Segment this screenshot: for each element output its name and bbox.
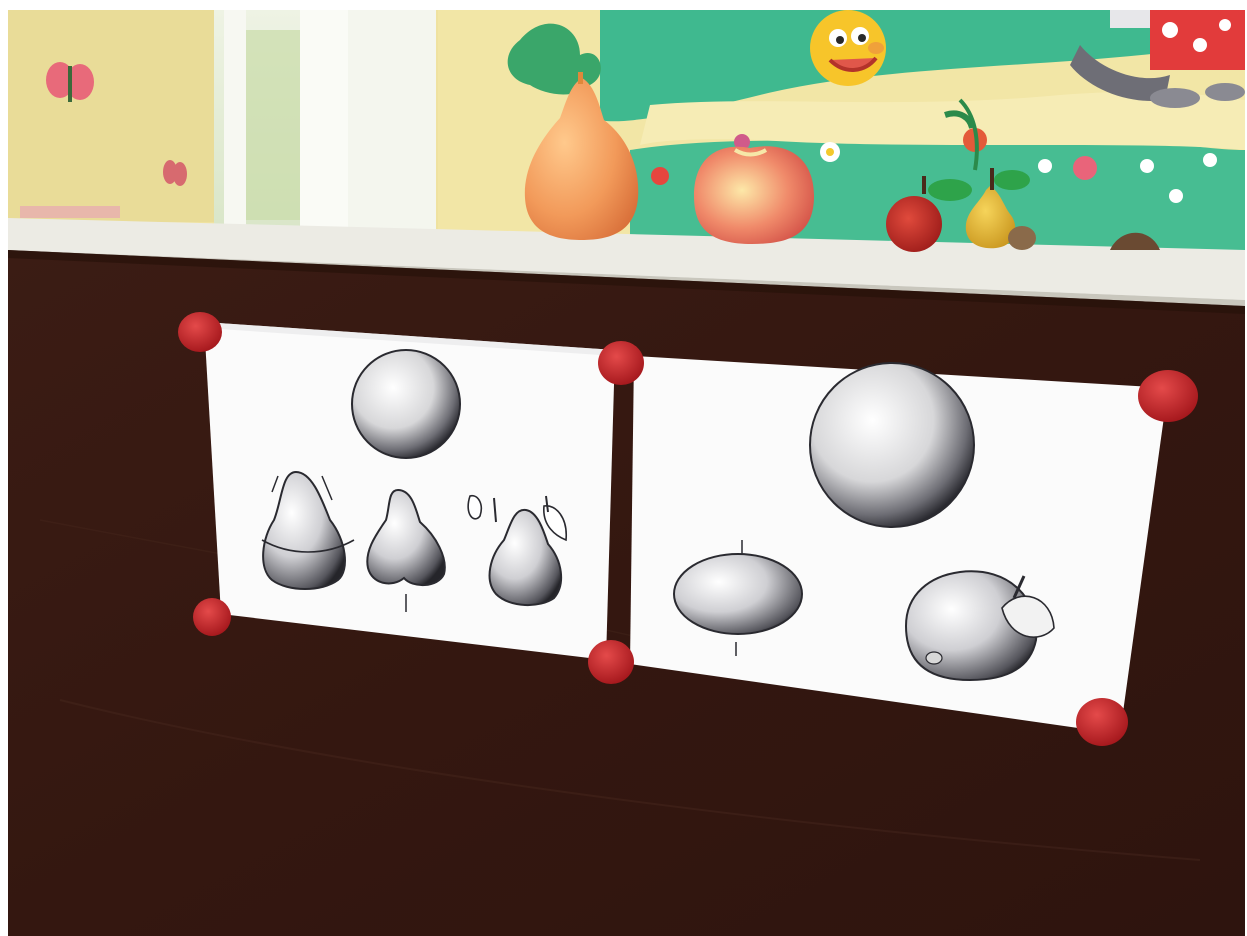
red-magnet — [588, 640, 634, 684]
red-magnet — [598, 341, 644, 385]
red-magnet — [1076, 698, 1128, 746]
red-magnet — [193, 598, 231, 636]
mural-sun-character — [810, 10, 886, 86]
toy-apple — [694, 146, 814, 244]
window — [214, 10, 436, 230]
red-magnet — [178, 312, 222, 352]
drawing-sheet-pear — [204, 322, 615, 660]
butterfly-sticker — [163, 160, 187, 186]
red-magnet — [1138, 370, 1198, 422]
